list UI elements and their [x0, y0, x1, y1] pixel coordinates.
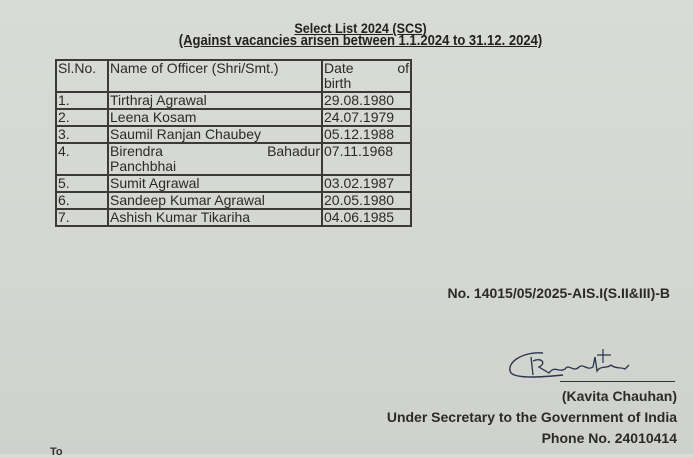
- cell-name: [108, 143, 322, 175]
- cell-sl: 4.: [56, 143, 108, 175]
- name-part: Birendra: [110, 143, 163, 159]
- name-part: Panchbhai: [110, 158, 177, 174]
- cell-dob: 20.05.1980: [322, 192, 411, 209]
- cell-sl: 6.: [56, 192, 108, 209]
- cell-sl: 7.: [56, 209, 108, 226]
- footer-fragment: To: [50, 446, 63, 458]
- document-title: Select List 2024 (SCS): [294, 20, 427, 36]
- table-row: [56, 143, 411, 175]
- table-row: [56, 192, 411, 209]
- signatory-name: (Kavita Chauhan): [561, 388, 677, 404]
- signatory-phone: Phone No. 24010414: [541, 430, 677, 446]
- cell-name: Sumit Agrawal: [108, 175, 322, 192]
- table-row: [56, 209, 411, 226]
- cell-dob: 07.11.1968: [322, 143, 411, 175]
- header-name: Name of Officer (Shri/Smt.): [108, 60, 322, 92]
- cell-dob: 04.06.1985: [322, 209, 411, 226]
- document-subtitle: (Against vacancies arisen between 1.1.2024 to 31.12. 2024): [178, 33, 543, 49]
- table-row: [56, 126, 411, 143]
- cell-dob: 24.07.1979: [322, 109, 411, 126]
- header-dob-word1: Date: [324, 60, 354, 76]
- table-row: [56, 109, 411, 126]
- name-part: Bahadur: [267, 143, 320, 159]
- header-dob-word3: birth: [324, 75, 352, 91]
- cell-name: Saumil Ranjan Chaubey: [108, 126, 322, 143]
- cell-name: Sandeep Kumar Agrawal: [108, 192, 322, 209]
- header-sl-no: Sl.No.: [56, 60, 108, 92]
- cell-name: Leena Kosam: [108, 109, 322, 126]
- signature-underline: [560, 381, 675, 382]
- cell-sl: 3.: [56, 126, 108, 143]
- cell-name: Tirthraj Agrawal: [108, 92, 322, 109]
- cell-name: Ashish Kumar Tikariha: [108, 209, 322, 226]
- cell-sl: 5.: [56, 175, 108, 192]
- cell-dob: 29.08.1980: [322, 92, 411, 109]
- table-header-row: [56, 60, 411, 92]
- cell-sl: 2.: [56, 109, 108, 126]
- table-row: [56, 175, 411, 192]
- cell-dob: 05.12.1988: [322, 126, 411, 143]
- signatory-designation: Under Secretary to the Government of India: [386, 409, 677, 425]
- header-dob: [322, 60, 411, 92]
- table-row: [56, 92, 411, 109]
- signatory-block: [387, 386, 677, 449]
- cell-sl: 1.: [56, 92, 108, 109]
- header-dob-word2: of: [397, 60, 409, 76]
- reference-number: No. 14015/05/2025-AIS.I(S.II&III)-B: [447, 285, 670, 301]
- signature-icon: [503, 343, 673, 383]
- select-list-table: [55, 59, 412, 227]
- cell-dob: 03.02.1987: [322, 175, 411, 192]
